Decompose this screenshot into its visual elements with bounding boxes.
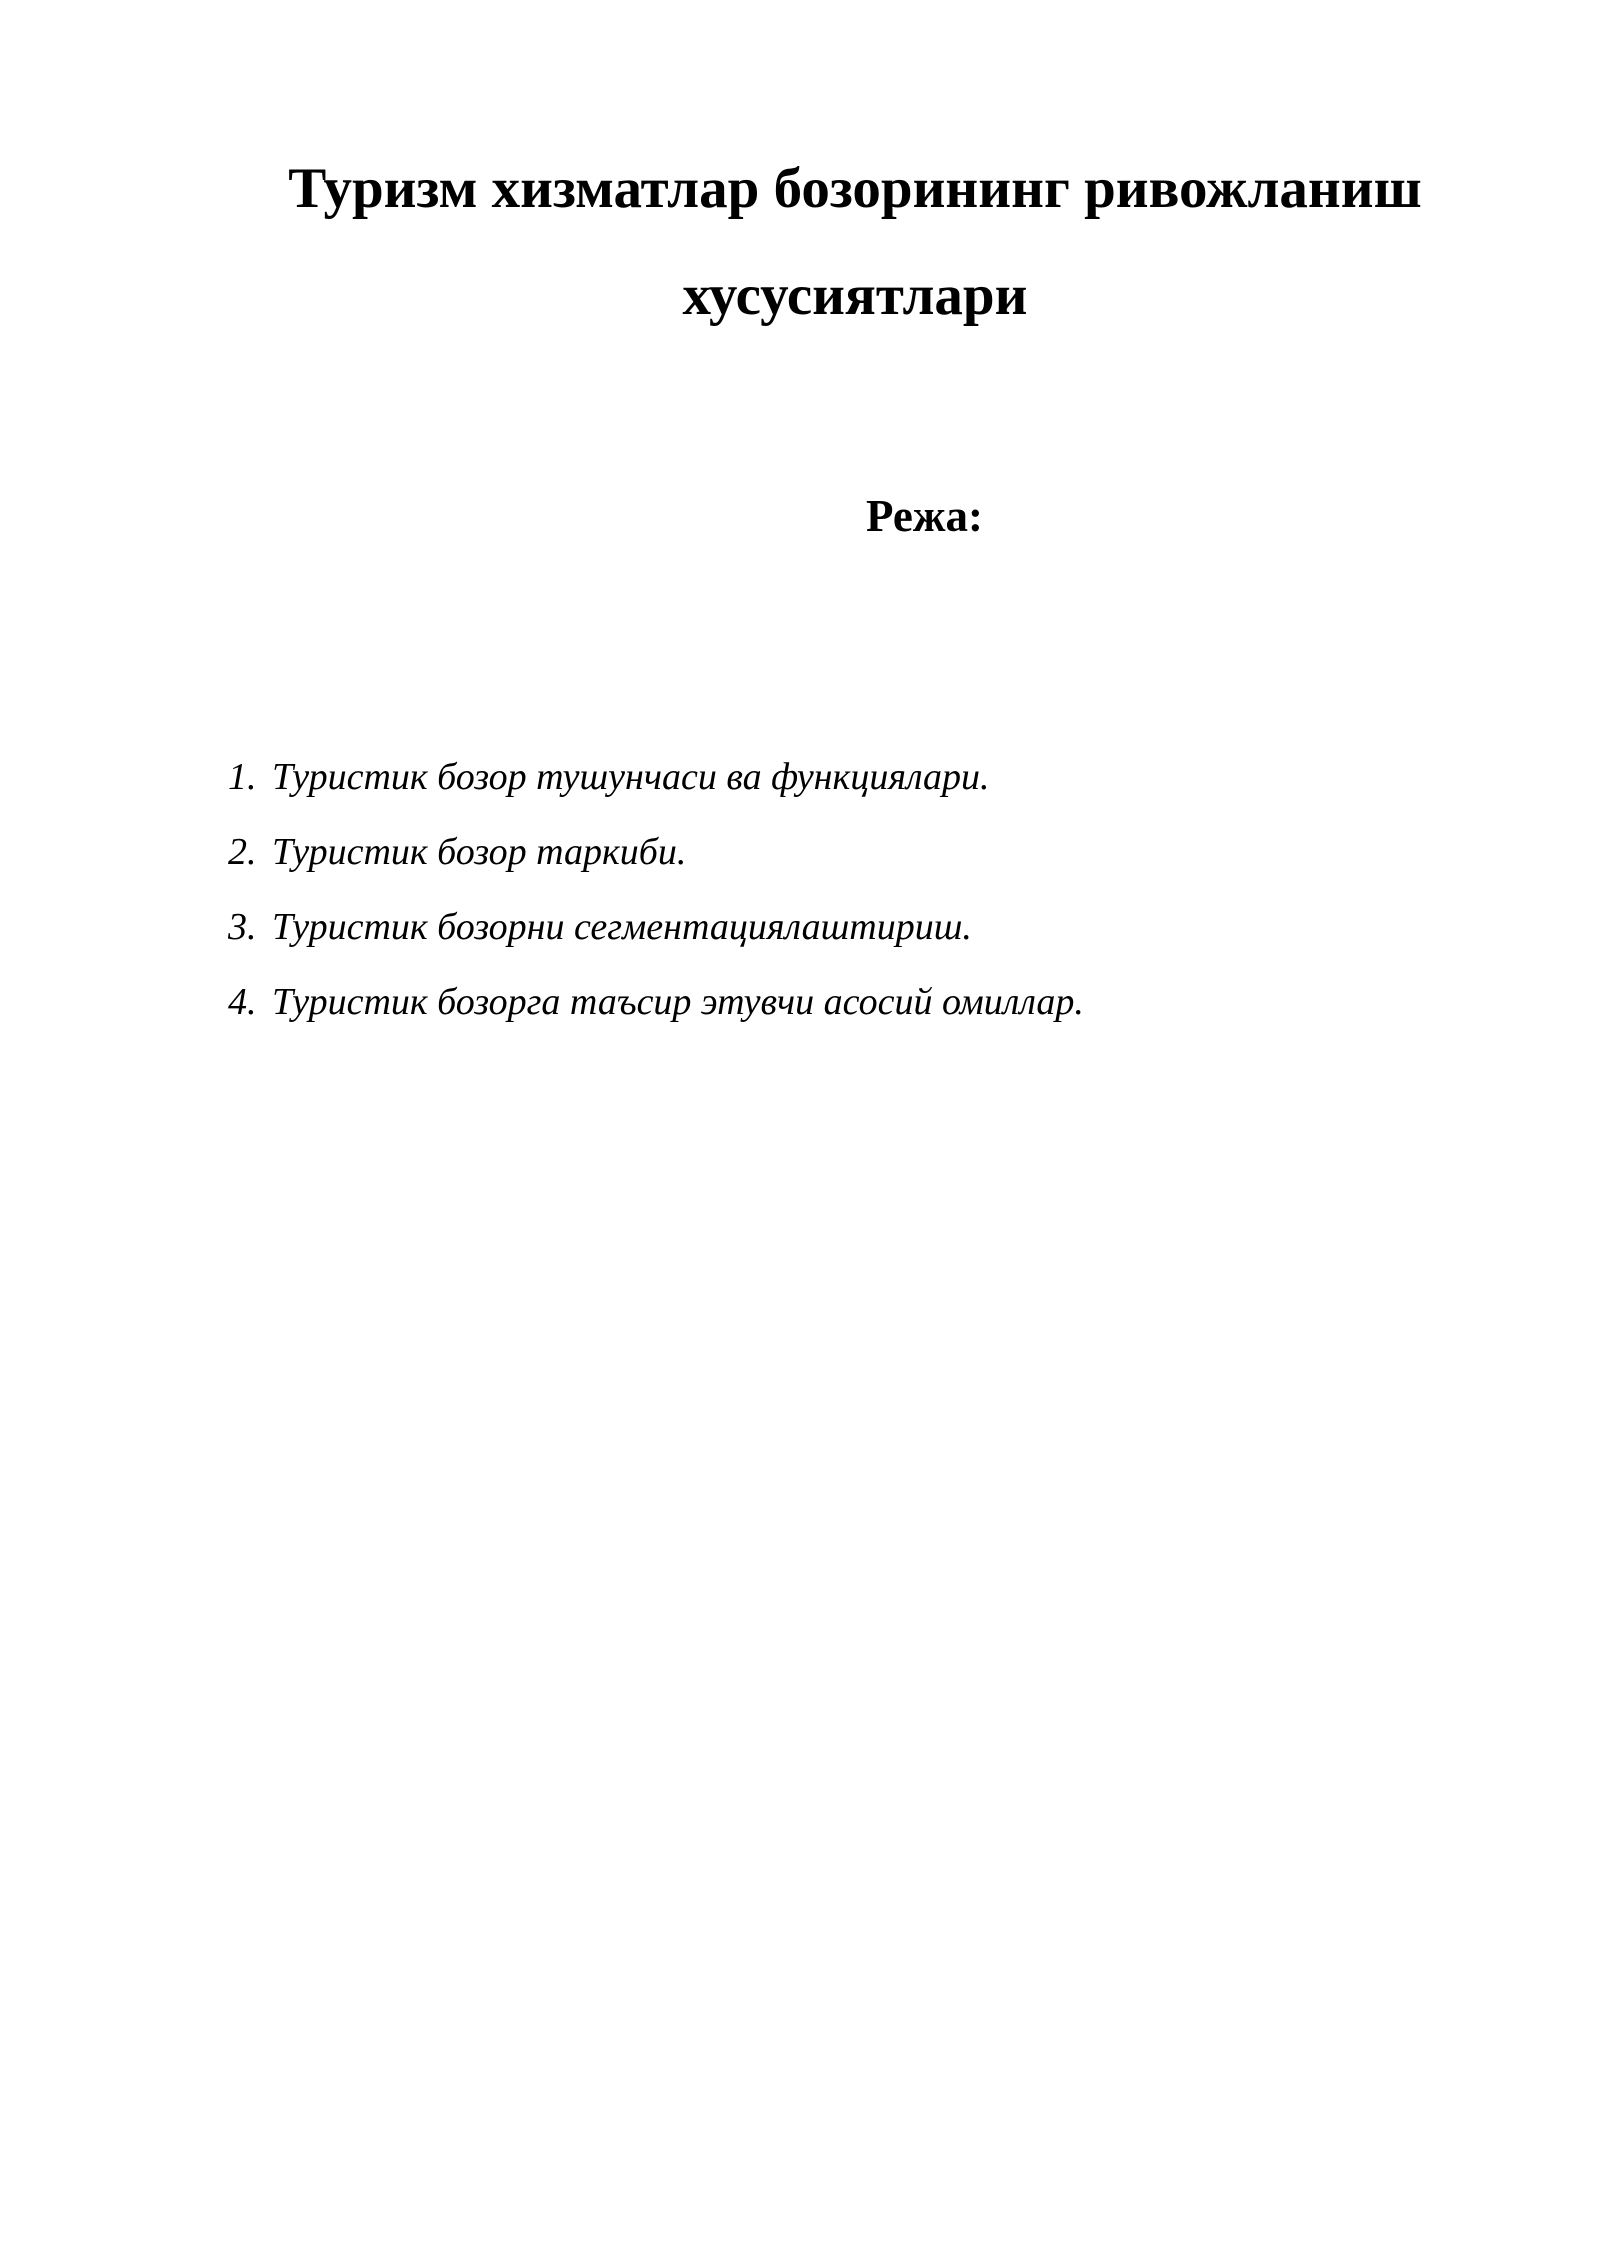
plan-item — [228, 890, 1084, 965]
document-title-line-1: Туризм хизматлар бозорининг ривожланиш — [288, 157, 1422, 220]
plan-item-number: 3. — [228, 906, 257, 948]
plan-list — [228, 740, 1084, 1040]
plan-item-text: Туристик бозор тушунчаси ва функциялари. — [272, 756, 990, 798]
plan-item-text: Туристик бозорни сегментациялаштириш. — [272, 906, 972, 948]
document-title-line-2: хусусиятлари — [682, 264, 1028, 327]
plan-item-text: Туристик бозор таркиби. — [272, 831, 687, 873]
plan-item-number: 2. — [228, 831, 257, 873]
plan-heading: Режа: — [866, 491, 983, 541]
plan-item-text: Туристик бозорга таъсир этувчи асосий омиллар. — [272, 981, 1084, 1023]
plan-item-number: 1. — [228, 756, 257, 798]
plan-item — [228, 815, 1084, 890]
plan-item-number: 4. — [228, 981, 257, 1023]
plan-item — [228, 740, 1084, 815]
plan-item — [228, 965, 1084, 1040]
